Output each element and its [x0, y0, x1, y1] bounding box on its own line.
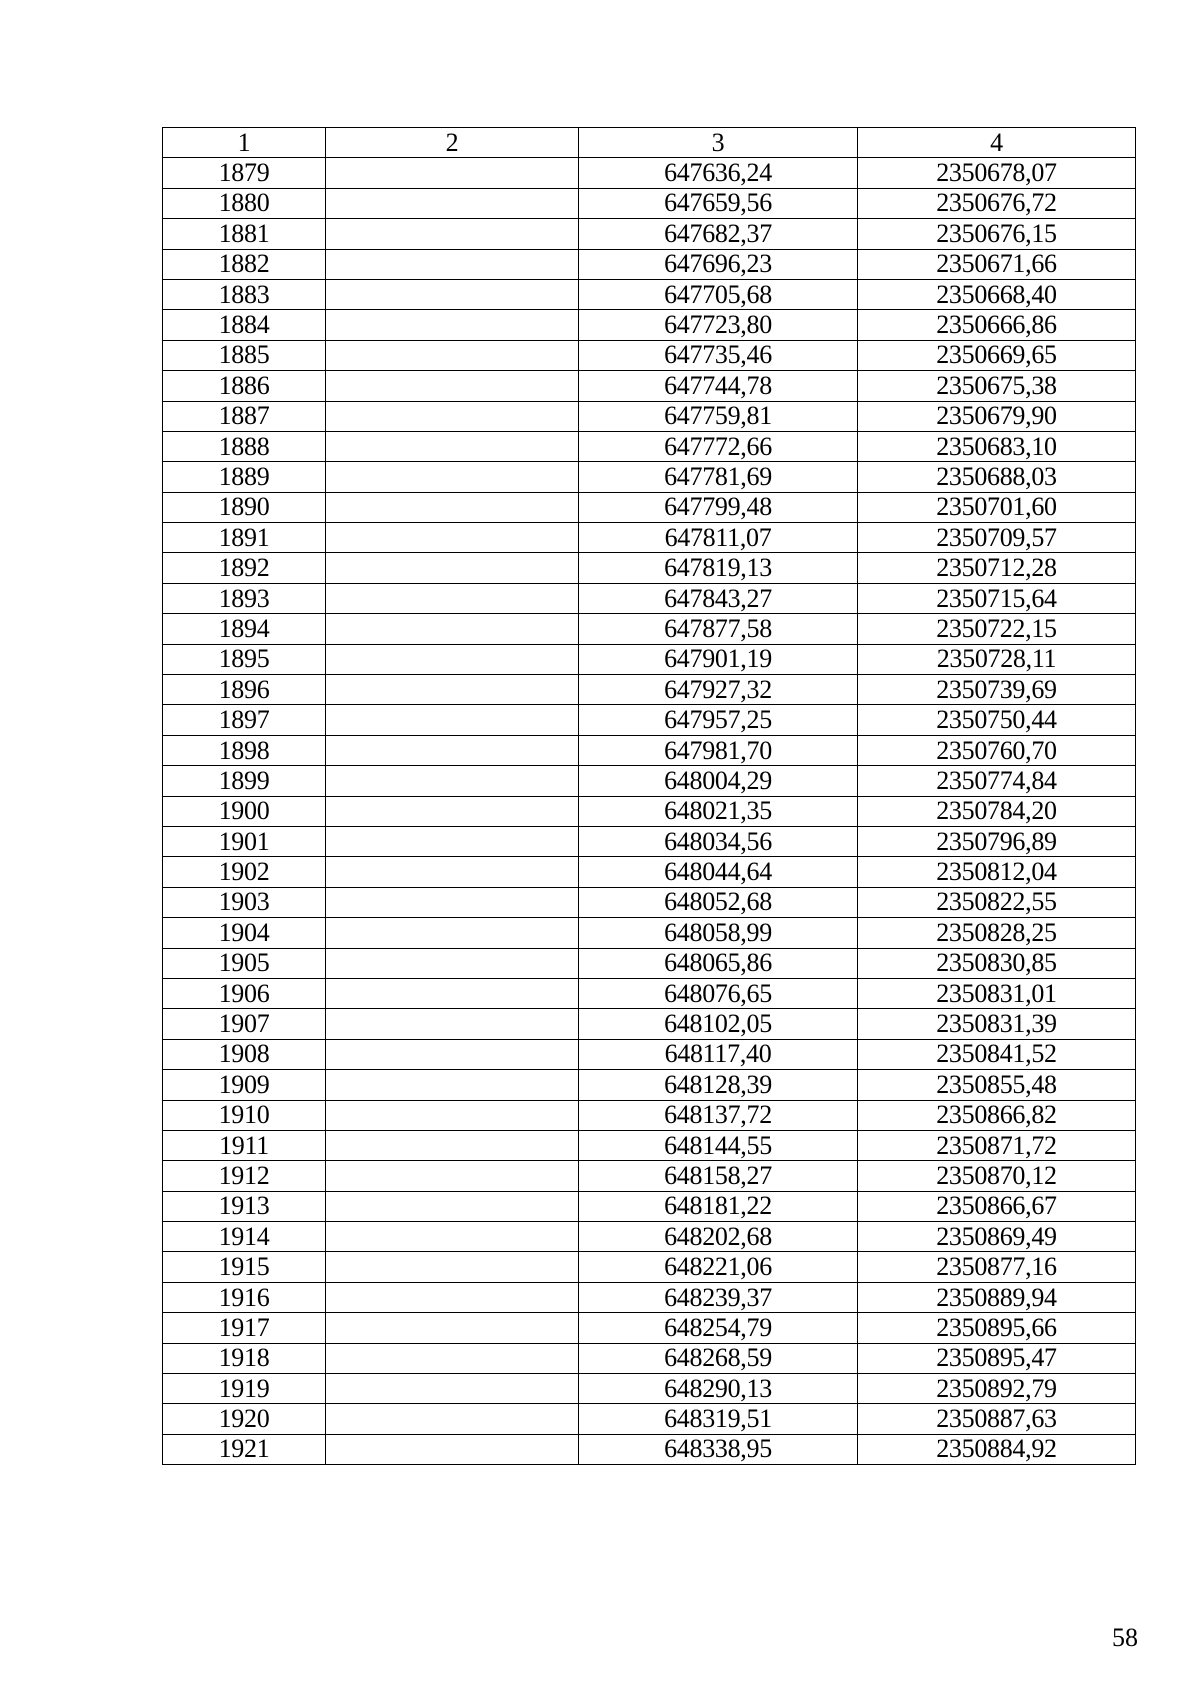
point-number-cell: 1887 [163, 401, 326, 431]
table-row [163, 796, 1136, 826]
y-coordinate-cell: 2350871,72 [858, 1130, 1136, 1160]
x-coordinate-cell: 648058,99 [579, 918, 858, 948]
x-coordinate-cell: 648202,68 [579, 1222, 858, 1252]
header-row [163, 128, 1136, 158]
y-coordinate-cell: 2350869,49 [858, 1222, 1136, 1252]
description-cell [326, 705, 579, 735]
table-row [163, 371, 1136, 401]
x-coordinate-cell: 648076,65 [579, 978, 858, 1008]
table-row [163, 644, 1136, 674]
page-number: 58 [1112, 1623, 1138, 1652]
x-coordinate-cell: 647927,32 [579, 675, 858, 705]
x-coordinate-cell: 648221,06 [579, 1252, 858, 1282]
point-number-cell: 1885 [163, 340, 326, 370]
point-number-cell: 1902 [163, 857, 326, 887]
y-coordinate-cell: 2350877,16 [858, 1252, 1136, 1282]
table-row [163, 918, 1136, 948]
description-cell [326, 644, 579, 674]
table-row [163, 1343, 1136, 1373]
description-cell [326, 614, 579, 644]
y-coordinate-cell: 2350683,10 [858, 431, 1136, 461]
y-coordinate-cell: 2350812,04 [858, 857, 1136, 887]
y-coordinate-cell: 2350750,44 [858, 705, 1136, 735]
description-cell [326, 1374, 579, 1404]
point-number-cell: 1910 [163, 1100, 326, 1130]
x-coordinate-cell: 648034,56 [579, 826, 858, 856]
y-coordinate-cell: 2350831,01 [858, 978, 1136, 1008]
x-coordinate-cell: 647744,78 [579, 371, 858, 401]
table-row [163, 431, 1136, 461]
table-row [163, 705, 1136, 735]
table-row [163, 340, 1136, 370]
y-coordinate-cell: 2350895,66 [858, 1313, 1136, 1343]
y-coordinate-cell: 2350892,79 [858, 1374, 1136, 1404]
point-number-cell: 1919 [163, 1374, 326, 1404]
point-number-cell: 1904 [163, 918, 326, 948]
y-coordinate-cell: 2350831,39 [858, 1009, 1136, 1039]
description-cell [326, 948, 579, 978]
x-coordinate-cell: 647781,69 [579, 462, 858, 492]
table-row [163, 492, 1136, 522]
table-row [163, 1434, 1136, 1464]
table-row [163, 1100, 1136, 1130]
x-coordinate-cell: 648254,79 [579, 1313, 858, 1343]
x-coordinate-cell: 647819,13 [579, 553, 858, 583]
point-number-cell: 1896 [163, 675, 326, 705]
table-row [163, 1191, 1136, 1221]
column-header-1: 1 [163, 128, 326, 158]
x-coordinate-cell: 647636,24 [579, 158, 858, 188]
description-cell [326, 1313, 579, 1343]
table-row [163, 1252, 1136, 1282]
y-coordinate-cell: 2350895,47 [858, 1343, 1136, 1373]
x-coordinate-cell: 648144,55 [579, 1130, 858, 1160]
y-coordinate-cell: 2350822,55 [858, 887, 1136, 917]
table-row [163, 249, 1136, 279]
y-coordinate-cell: 2350715,64 [858, 583, 1136, 613]
table-row [163, 158, 1136, 188]
x-coordinate-cell: 647659,56 [579, 188, 858, 218]
table-row [163, 887, 1136, 917]
column-header-4: 4 [858, 128, 1136, 158]
x-coordinate-cell: 648044,64 [579, 857, 858, 887]
point-number-cell: 1899 [163, 766, 326, 796]
point-number-cell: 1911 [163, 1130, 326, 1160]
point-number-cell: 1886 [163, 371, 326, 401]
description-cell [326, 1282, 579, 1312]
point-number-cell: 1894 [163, 614, 326, 644]
description-cell [326, 1070, 579, 1100]
description-cell [326, 675, 579, 705]
y-coordinate-cell: 2350669,65 [858, 340, 1136, 370]
table-row [163, 1070, 1136, 1100]
description-cell [326, 249, 579, 279]
x-coordinate-cell: 648338,95 [579, 1434, 858, 1464]
y-coordinate-cell: 2350889,94 [858, 1282, 1136, 1312]
point-number-cell: 1880 [163, 188, 326, 218]
table-body [163, 158, 1136, 1465]
y-coordinate-cell: 2350830,85 [858, 948, 1136, 978]
description-cell [326, 1130, 579, 1160]
x-coordinate-cell: 647843,27 [579, 583, 858, 613]
point-number-cell: 1883 [163, 279, 326, 309]
point-number-cell: 1879 [163, 158, 326, 188]
point-number-cell: 1900 [163, 796, 326, 826]
x-coordinate-cell: 648052,68 [579, 887, 858, 917]
point-number-cell: 1906 [163, 978, 326, 1008]
description-cell [326, 1404, 579, 1434]
y-coordinate-cell: 2350675,38 [858, 371, 1136, 401]
table-row [163, 1404, 1136, 1434]
table-row [163, 583, 1136, 613]
point-number-cell: 1888 [163, 431, 326, 461]
y-coordinate-cell: 2350668,40 [858, 279, 1136, 309]
description-cell [326, 1343, 579, 1373]
point-number-cell: 1914 [163, 1222, 326, 1252]
table-row [163, 1222, 1136, 1252]
x-coordinate-cell: 648158,27 [579, 1161, 858, 1191]
description-cell [326, 918, 579, 948]
point-number-cell: 1890 [163, 492, 326, 522]
point-number-cell: 1916 [163, 1282, 326, 1312]
table-row [163, 978, 1136, 1008]
description-cell [326, 340, 579, 370]
table-row [163, 948, 1136, 978]
y-coordinate-cell: 2350666,86 [858, 310, 1136, 340]
table-row [163, 523, 1136, 553]
description-cell [326, 462, 579, 492]
y-coordinate-cell: 2350855,48 [858, 1070, 1136, 1100]
y-coordinate-cell: 2350828,25 [858, 918, 1136, 948]
point-number-cell: 1903 [163, 887, 326, 917]
description-cell [326, 857, 579, 887]
point-number-cell: 1884 [163, 310, 326, 340]
y-coordinate-cell: 2350866,82 [858, 1100, 1136, 1130]
description-cell [326, 401, 579, 431]
x-coordinate-cell: 648102,05 [579, 1009, 858, 1039]
table-row [163, 614, 1136, 644]
point-number-cell: 1882 [163, 249, 326, 279]
y-coordinate-cell: 2350709,57 [858, 523, 1136, 553]
x-coordinate-cell: 647682,37 [579, 219, 858, 249]
x-coordinate-cell: 648004,29 [579, 766, 858, 796]
coordinates-table [162, 127, 1136, 1465]
point-number-cell: 1909 [163, 1070, 326, 1100]
point-number-cell: 1913 [163, 1191, 326, 1221]
x-coordinate-cell: 647877,58 [579, 614, 858, 644]
y-coordinate-cell: 2350887,63 [858, 1404, 1136, 1434]
point-number-cell: 1889 [163, 462, 326, 492]
description-cell [326, 188, 579, 218]
table-row [163, 1313, 1136, 1343]
y-coordinate-cell: 2350722,15 [858, 614, 1136, 644]
description-cell [326, 1161, 579, 1191]
x-coordinate-cell: 648137,72 [579, 1100, 858, 1130]
description-cell [326, 219, 579, 249]
x-coordinate-cell: 648065,86 [579, 948, 858, 978]
table-row [163, 857, 1136, 887]
y-coordinate-cell: 2350760,70 [858, 735, 1136, 765]
table-row [163, 766, 1136, 796]
point-number-cell: 1912 [163, 1161, 326, 1191]
y-coordinate-cell: 2350701,60 [858, 492, 1136, 522]
description-cell [326, 1009, 579, 1039]
y-coordinate-cell: 2350671,66 [858, 249, 1136, 279]
x-coordinate-cell: 647723,80 [579, 310, 858, 340]
y-coordinate-cell: 2350870,12 [858, 1161, 1136, 1191]
point-number-cell: 1915 [163, 1252, 326, 1282]
description-cell [326, 583, 579, 613]
description-cell [326, 279, 579, 309]
x-coordinate-cell: 648128,39 [579, 1070, 858, 1100]
y-coordinate-cell: 2350688,03 [858, 462, 1136, 492]
table-row [163, 401, 1136, 431]
point-number-cell: 1907 [163, 1009, 326, 1039]
description-cell [326, 1222, 579, 1252]
table-row [163, 188, 1136, 218]
table-header [163, 128, 1136, 158]
x-coordinate-cell: 647759,81 [579, 401, 858, 431]
y-coordinate-cell: 2350676,15 [858, 219, 1136, 249]
y-coordinate-cell: 2350866,67 [858, 1191, 1136, 1221]
point-number-cell: 1921 [163, 1434, 326, 1464]
column-header-2: 2 [326, 128, 579, 158]
x-coordinate-cell: 648319,51 [579, 1404, 858, 1434]
description-cell [326, 1100, 579, 1130]
x-coordinate-cell: 648181,22 [579, 1191, 858, 1221]
y-coordinate-cell: 2350884,92 [858, 1434, 1136, 1464]
table-row [163, 219, 1136, 249]
description-cell [326, 735, 579, 765]
x-coordinate-cell: 648239,37 [579, 1282, 858, 1312]
point-number-cell: 1898 [163, 735, 326, 765]
point-number-cell: 1881 [163, 219, 326, 249]
point-number-cell: 1897 [163, 705, 326, 735]
x-coordinate-cell: 647772,66 [579, 431, 858, 461]
y-coordinate-cell: 2350678,07 [858, 158, 1136, 188]
description-cell [326, 1252, 579, 1282]
table-row [163, 1161, 1136, 1191]
y-coordinate-cell: 2350679,90 [858, 401, 1136, 431]
table-row [163, 1039, 1136, 1069]
x-coordinate-cell: 647957,25 [579, 705, 858, 735]
x-coordinate-cell: 647901,19 [579, 644, 858, 674]
x-coordinate-cell: 648021,35 [579, 796, 858, 826]
table-row [163, 462, 1136, 492]
description-cell [326, 1039, 579, 1069]
point-number-cell: 1918 [163, 1343, 326, 1373]
description-cell [326, 1191, 579, 1221]
x-coordinate-cell: 648290,13 [579, 1374, 858, 1404]
description-cell [326, 887, 579, 917]
description-cell [326, 766, 579, 796]
table-row [163, 735, 1136, 765]
table-row [163, 1130, 1136, 1160]
y-coordinate-cell: 2350739,69 [858, 675, 1136, 705]
y-coordinate-cell: 2350784,20 [858, 796, 1136, 826]
point-number-cell: 1895 [163, 644, 326, 674]
table-row [163, 310, 1136, 340]
table-row [163, 826, 1136, 856]
point-number-cell: 1901 [163, 826, 326, 856]
point-number-cell: 1893 [163, 583, 326, 613]
x-coordinate-cell: 647705,68 [579, 279, 858, 309]
y-coordinate-cell: 2350676,72 [858, 188, 1136, 218]
x-coordinate-cell: 647696,23 [579, 249, 858, 279]
y-coordinate-cell: 2350712,28 [858, 553, 1136, 583]
description-cell [326, 523, 579, 553]
description-cell [326, 1434, 579, 1464]
description-cell [326, 553, 579, 583]
description-cell [326, 492, 579, 522]
point-number-cell: 1891 [163, 523, 326, 553]
description-cell [326, 158, 579, 188]
table-row [163, 1374, 1136, 1404]
x-coordinate-cell: 647799,48 [579, 492, 858, 522]
x-coordinate-cell: 647811,07 [579, 523, 858, 553]
table-row [163, 279, 1136, 309]
description-cell [326, 371, 579, 401]
description-cell [326, 796, 579, 826]
x-coordinate-cell: 648268,59 [579, 1343, 858, 1373]
y-coordinate-cell: 2350841,52 [858, 1039, 1136, 1069]
description-cell [326, 826, 579, 856]
table-row [163, 1282, 1136, 1312]
table-row [163, 675, 1136, 705]
description-cell [326, 978, 579, 1008]
description-cell [326, 431, 579, 461]
description-cell [326, 310, 579, 340]
point-number-cell: 1917 [163, 1313, 326, 1343]
y-coordinate-cell: 2350796,89 [858, 826, 1136, 856]
x-coordinate-cell: 647981,70 [579, 735, 858, 765]
table-row [163, 1009, 1136, 1039]
column-header-3: 3 [579, 128, 858, 158]
point-number-cell: 1905 [163, 948, 326, 978]
point-number-cell: 1892 [163, 553, 326, 583]
y-coordinate-cell: 2350728,11 [858, 644, 1136, 674]
x-coordinate-cell: 648117,40 [579, 1039, 858, 1069]
point-number-cell: 1920 [163, 1404, 326, 1434]
y-coordinate-cell: 2350774,84 [858, 766, 1136, 796]
point-number-cell: 1908 [163, 1039, 326, 1069]
table-row [163, 553, 1136, 583]
x-coordinate-cell: 647735,46 [579, 340, 858, 370]
